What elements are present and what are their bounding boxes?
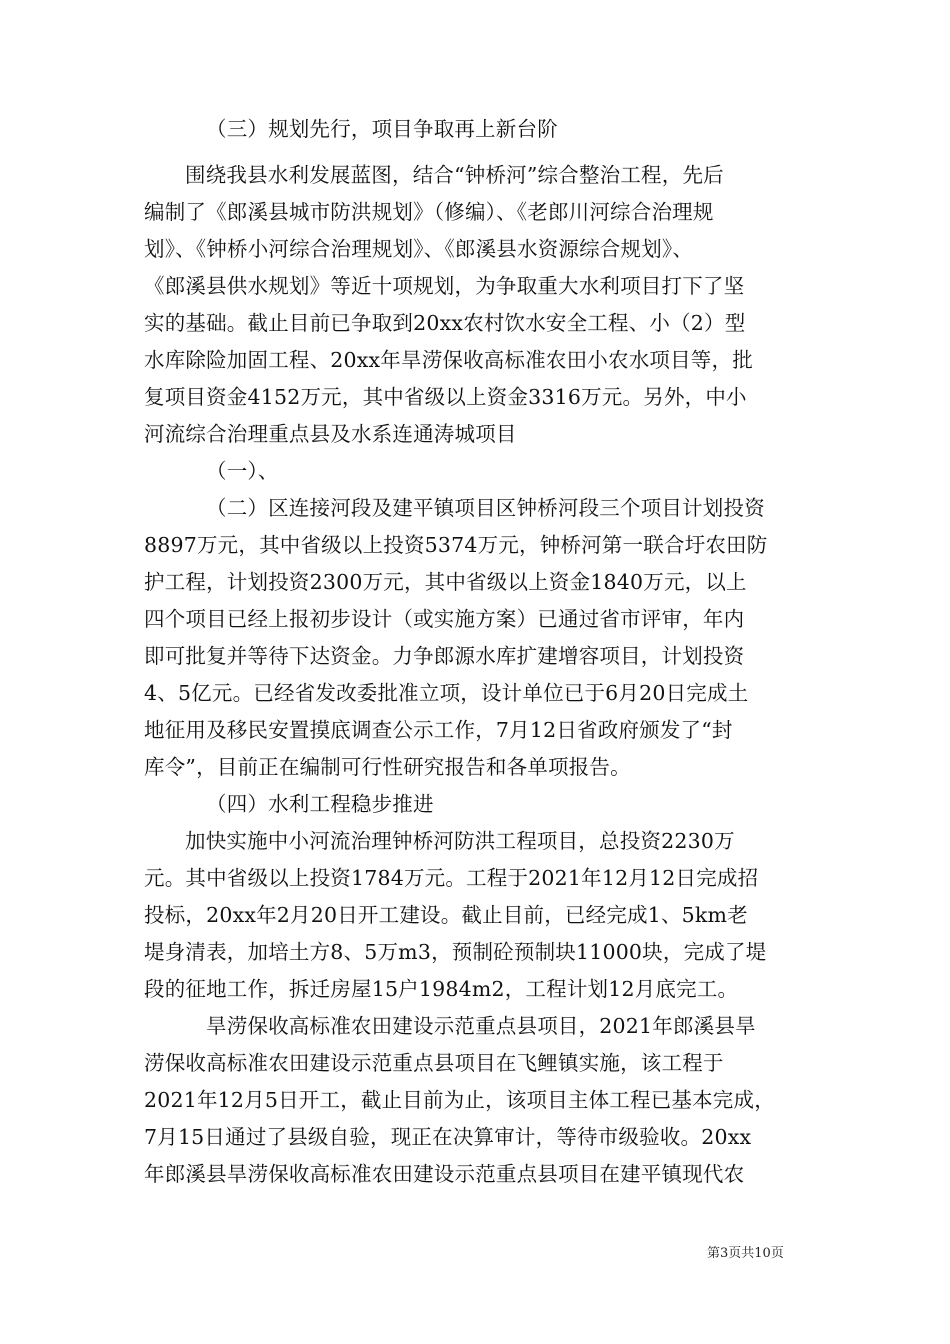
paragraph-line: 8897万元，其中省级以上投资5374万元，钟桥河第一联合圩农田防 <box>144 533 768 557</box>
paragraph-line: 年郎溪县旱涝保收高标准农田建设示范重点县项目在建平镇现代农 <box>144 1162 745 1186</box>
paragraph-line: 2021年12月5日开工，截止目前为止，该项目主体工程已基本完成， <box>144 1088 775 1112</box>
paragraph-line: 堤身清表，加培土方8、5万m3，预制砼预制块11000块，完成了堤 <box>144 940 767 964</box>
paragraph-line: 段的征地工作，拆迁房屋15户1984m2，工程计划12月底完工。 <box>144 977 739 1001</box>
paragraph-line: 加快实施中小河流治理钟桥河防洪工程项目，总投资2230万 <box>185 829 735 853</box>
paragraph-line: 编制了《郎溪县城市防洪规划》（修编）、《老郎川河综合治理规 <box>144 200 714 224</box>
paragraph-line: 实的基础。截止目前已争取到20xx农村饮水安全工程、小（2）型 <box>144 311 746 335</box>
paragraph-line: 投标，20xx年2月20日开工建设。截止目前，已经完成1、5km老 <box>144 903 748 927</box>
paragraph-line: 水库除险加固工程、20xx年旱涝保收高标准农田小农水项目等，批 <box>144 348 753 372</box>
paragraph-line: 复项目资金4152万元，其中省级以上资金3316万元。另外，中小 <box>144 385 747 409</box>
paragraph-line: 护工程，计划投资2300万元，其中省级以上资金1840万元，以上 <box>144 570 747 594</box>
paragraph-line: 地征用及移民安置摸底调查公示工作，7月12日省政府颁发了“封 <box>144 718 733 742</box>
paragraph-line: 7月15日通过了县级自验，现正在决算审计，等待市级验收。20xx <box>144 1125 752 1149</box>
paragraph-line: 划》、《钟桥小河综合治理规划》、《郎溪县水资源综合规划》、 <box>144 237 694 261</box>
list-marker-1: （一）、 <box>206 459 279 483</box>
paragraph-line: 四个项目已经上报初步设计（或实施方案）已通过省市评审，年内 <box>144 607 745 631</box>
paragraph-line: 涝保收高标准农田建设示范重点县项目在飞鲤镇实施，该工程于 <box>144 1051 724 1075</box>
paragraph-line: 4、5亿元。已经省发改委批准立项，设计单位已于6月20日完成土 <box>144 681 749 705</box>
section-heading-3: （三）规划先行，项目争取再上新台阶 <box>206 117 558 141</box>
paragraph-line: 库令”，目前正在编制可行性研究报告和各单项报告。 <box>144 755 631 779</box>
page-number-footer: 第3页共10页 <box>707 1246 784 1261</box>
paragraph-line: 河流综合治理重点县及水系连通涛城项目 <box>144 422 517 446</box>
paragraph-line: 《郎溪县供水规划》等近十项规划，为争取重大水利项目打下了坚 <box>144 274 745 298</box>
paragraph-line: 围绕我县水利发展蓝图，结合“钟桥河”综合整治工程，先后 <box>185 163 724 187</box>
section-heading-4: （四）水利工程稳步推进 <box>206 792 434 816</box>
paragraph-line: 即可批复并等待下达资金。力争郎源水库扩建增容项目，计划投资 <box>144 644 745 668</box>
paragraph-line: （二）区连接河段及建平镇项目区钟桥河段三个项目计划投资 <box>206 496 765 520</box>
paragraph-line: 旱涝保收高标准农田建设示范重点县项目，2021年郎溪县旱 <box>206 1014 756 1038</box>
paragraph-line: 元。其中省级以上投资1784万元。工程于2021年12月12日完成招 <box>144 866 759 890</box>
